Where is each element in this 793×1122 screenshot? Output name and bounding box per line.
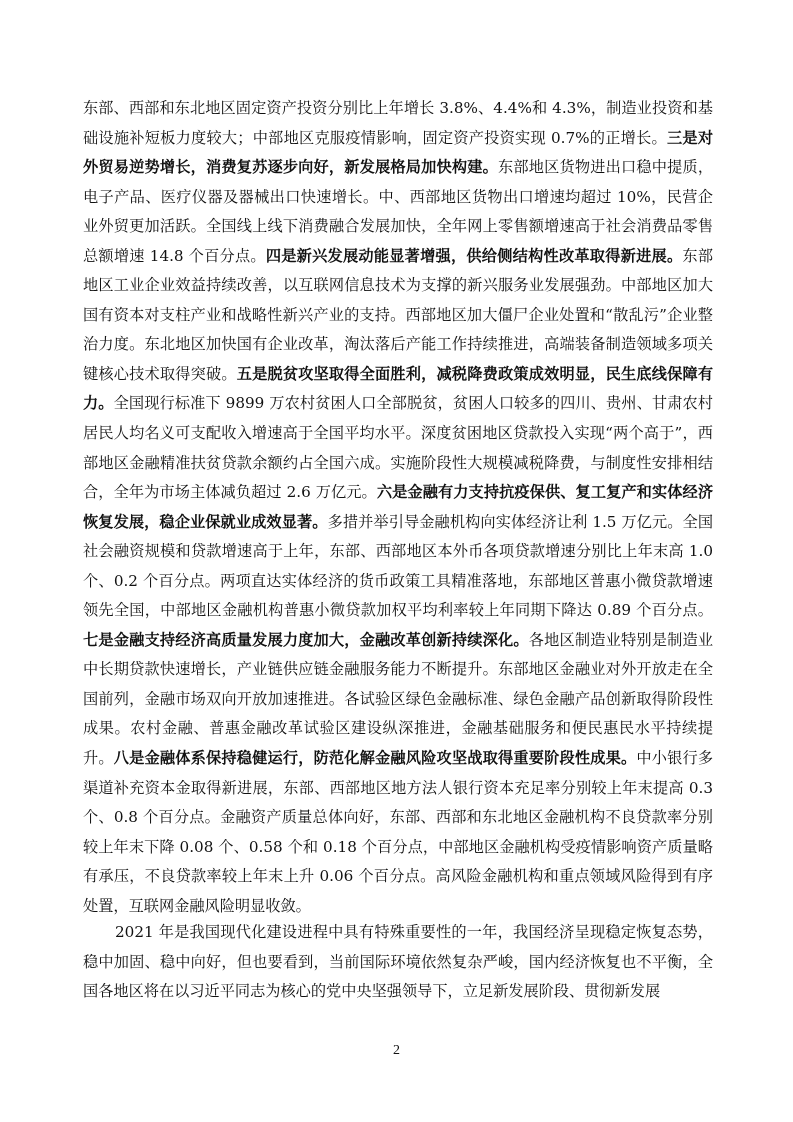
body-paragraph-1: [83, 94, 713, 921]
sentence-finance-reform: 各地区制造业特别是制造业中长期贷款快速增长，产业链供应链金融服务能力不断提升。东部地区金融业对外开放走在全国前列，金融市场双向开放加速推进。各试验区绿色金融标准、绿色金融产品创新取得阶段性成果。农村金融、普惠金融改革试验区建设纵深推进，金融基础服务和便民惠民水平持续提升。: [83, 630, 714, 768]
heading-point-5: 五是脱贫攻坚取得全面胜利，减税降费政策成效明显，民生底线保障有力。: [83, 364, 714, 413]
heading-point-4: 四是新兴发展动能显著增强，供给侧结构性改革取得新进展。: [265, 246, 683, 265]
page-number: 2: [393, 1043, 400, 1058]
heading-point-3: 三是对外贸易逆势增长，消费复苏逐步向好，新发展格局加快构建。: [83, 128, 714, 177]
body-paragraph-2: 2021 年是我国现代化建设进程中具有特殊重要性的一年，我国经济呈现稳定恢复态势，稳中加固、稳中向好，但也要看到，当前国际环境依然复杂严峻，国内经济恢复也不平衡，全国各地区将在以习近平同志为核心的党中央坚强领导下，立足新发展阶段、贯彻新发展: [83, 923, 713, 1001]
sentence-investment: 东部、西部和东北地区固定资产投资分别比上年增长 3.8%、4.4%和 4.3%，制造业投资和基础设施补短板力度较大；中部地区克服疫情影响，固定资产投资实现 0.7%的正增长。: [83, 99, 713, 147]
sentence-finance-risk: 中小银行多渠道补充资本金取得新进展，东部、西部地区地方法人银行资本充足率分别较上年末提高 0.3 个、0.8 个百分点。金融资产质量总体向好，东部、西部和东北地区金融机构不良贷款率分别较上年末下降 0.08 个、0.58 个和 0.18 个百分点，中部地区金融机构受疫情影响资产质量略有承压，不良贷款率较上年末上升 0.06 个百分点。高风险金融机构和重点领域风险得到有序处置，互联网金融风险明显收敛。: [83, 749, 714, 915]
sentence-new-drivers: 东部地区工业企业效益持续改善，以互联网信息技术为支撑的新兴服务业发展强劲。中部地区加大国有资本对支柱产业和战略性新兴产业的支持。西部地区加大僵尸企业处置和“散乱污”企业整治力度。东北地区加快国有企业改革，淘汰落后产能工作持续推进，高端装备制造领域多项关键核心技术取得突破。: [83, 246, 714, 383]
heading-point-8: 八是金融体系保持稳健运行，防范化解金融风险攻坚战取得重要阶段性成果。: [113, 749, 637, 768]
sentence-finance-support: 多措并举引导金融机构向实体经济让利 1.5 万亿元。全国社会融资规模和贷款增速高于上年，东部、西部地区本外币各项贷款增速分别比上年末高 1.0 个、0.2 个百分点。两项直达实体经济的货币政策工具精准落地，东部地区普惠小微贷款增速领先全国，中部地区金融机构普惠小微贷款加权平均利率较上年同期下降达 0.89 个百分点。: [83, 512, 714, 620]
sentence-trade: 东部地区货物进出口稳中提质，电子产品、医疗仪器及器械出口快速增长。中、西部地区货物出口增速均超过 10%，民营企业外贸更加活跃。全国线上线下消费融合发展加快，全年网上零售额增速高于社会消费品零售总额增速 14.8 个百分点。: [83, 158, 714, 265]
heading-point-6: 六是金融有力支持抗疫保供、复工复产和实体经济恢复发展，稳企业保就业成效显著。: [83, 483, 714, 531]
sentence-poverty: 全国现行标准下 9899 万农村贫困人口全部脱贫，贫困人口较多的四川、贵州、甘肃农村居民人均名义可支配收入增速高于全国平均水平。深度贫困地区贷款投入实现“两个高于”，西部地区金融精准扶贫贷款余额约占全国六成。实施阶段性大规模减税降费，与制度性安排相结合，全年为市场主体减负超过 2.6 万亿元。: [83, 394, 713, 502]
heading-point-7: 七是金融支持经济高质量发展力度加大，金融改革创新持续深化。: [83, 630, 529, 649]
